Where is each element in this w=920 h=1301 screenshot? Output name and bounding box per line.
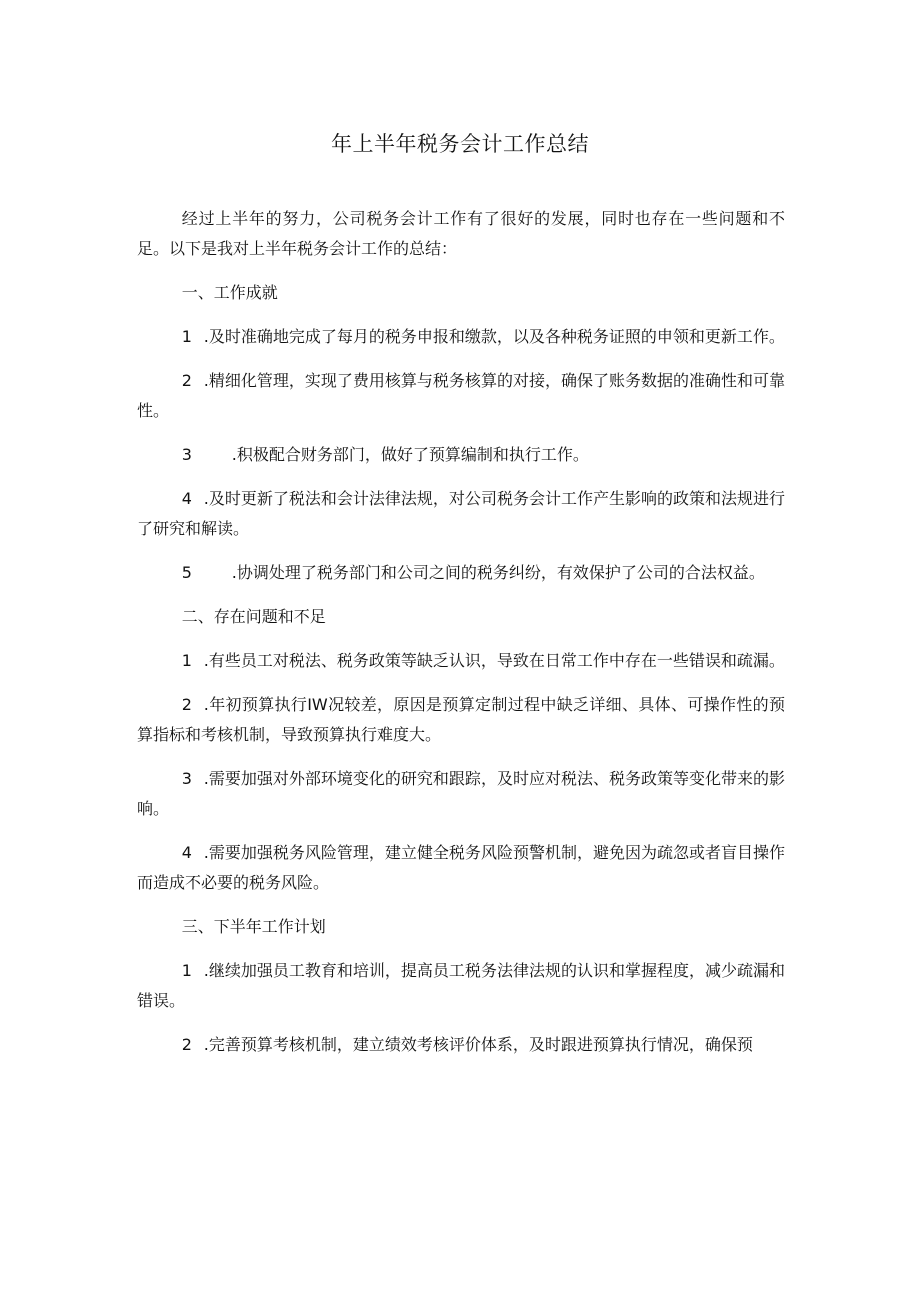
item-number: 2 xyxy=(181,371,192,390)
item-number: 5 xyxy=(181,563,192,582)
item-text: .需要加强对外部环境变化的研究和跟踪，及时应对税法、税务政策等变化带来的影响。 xyxy=(137,769,785,818)
section-heading-problems: 二、存在问题和不足 xyxy=(181,607,326,626)
item-text: .需要加强税务风险管理，建立健全税务风险预警机制，避免因为疏忽或者盲目操作而造成不必要的税务风险。 xyxy=(137,843,785,892)
intro-paragraph: 经过上半年的努力，公司税务会计工作有了很好的发展，同时也存在一些问题和不足。以下是我对上半年税务会计工作的总结： xyxy=(137,209,785,258)
item-text: .积极配合财务部门，做好了预算编制和执行工作。 xyxy=(231,445,589,464)
item-text: .有些员工对税法、税务政策等缺乏认识，导致在日常工作中存在一些错误和疏漏。 xyxy=(203,651,785,670)
item-number: 4 xyxy=(181,489,192,508)
item-number: 1 xyxy=(181,651,192,670)
list-item xyxy=(137,440,785,470)
list-item xyxy=(137,764,785,824)
item-text: .年初预算执行IW况较差，原因是预算定制过程中缺乏详细、具体、可操作性的预算指标和考核机制，导致预算执行难度大。 xyxy=(137,695,785,744)
item-number: 2 xyxy=(181,695,192,714)
item-number: 3 xyxy=(181,769,192,788)
list-item xyxy=(137,558,785,588)
list-item xyxy=(137,838,785,898)
item-text: .完善预算考核机制，建立绩效考核评价体系，及时跟进预算执行情况，确保预 xyxy=(203,1035,753,1054)
item-text: .及时准确地完成了每月的税务申报和缴款，以及各种税务证照的申领和更新工作。 xyxy=(203,327,785,346)
section-heading-achievements: 一、工作成就 xyxy=(181,283,278,302)
item-number: 4 xyxy=(181,843,192,862)
list-item xyxy=(137,1030,785,1060)
item-number: 1 xyxy=(181,327,192,346)
list-item xyxy=(137,956,785,1016)
item-text: .及时更新了税法和会计法律法规，对公司税务会计工作产生影响的政策和法规进行了研究和解读。 xyxy=(137,489,785,538)
item-number: 1 xyxy=(181,961,192,980)
item-text: .精细化管理，实现了费用核算与税务核算的对接，确保了账务数据的准确性和可靠性。 xyxy=(137,371,785,420)
item-number: 3 xyxy=(181,445,192,464)
list-item xyxy=(137,366,785,426)
document-body xyxy=(137,204,785,1074)
list-item xyxy=(137,484,785,544)
document-title: 年上半年税务会计工作总结 xyxy=(331,132,589,156)
list-item xyxy=(137,646,785,676)
section-heading-plan: 三、下半年工作计划 xyxy=(181,917,326,936)
list-item xyxy=(137,322,785,352)
item-text: .协调处理了税务部门和公司之间的税务纠纷，有效保护了公司的合法权益。 xyxy=(231,563,765,582)
list-item xyxy=(137,690,785,750)
item-number: 2 xyxy=(181,1035,192,1054)
item-text: .继续加强员工教育和培训，提高员工税务法律法规的认识和掌握程度，减少疏漏和错误。 xyxy=(137,961,785,1010)
